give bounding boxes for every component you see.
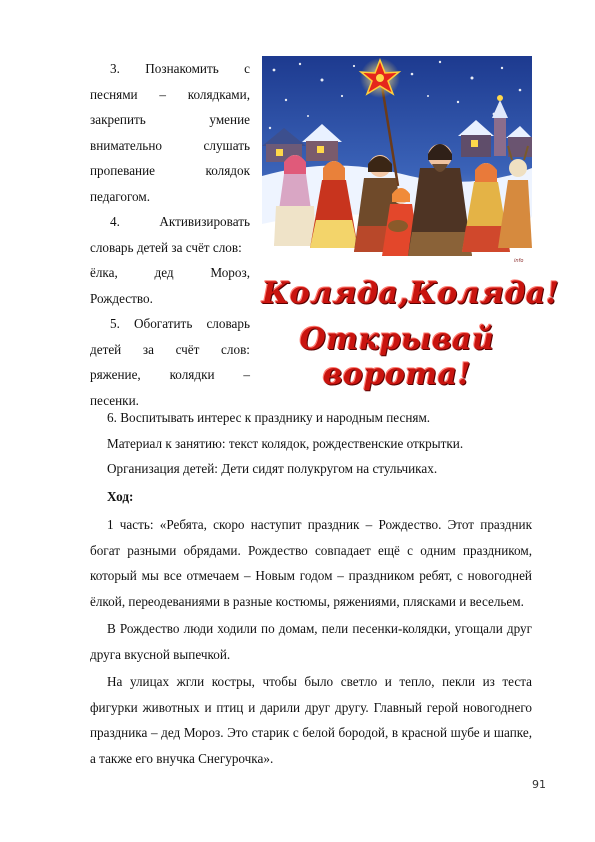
paragraph-2: В Рождество люди ходили по домам, пели песенки-колядки, угощали друг друга вкусной выпечкой. bbox=[90, 621, 532, 662]
text-line: Рождество. bbox=[90, 290, 153, 306]
carol-banner bbox=[262, 272, 560, 392]
goal-item-6: 6. Воспитывать интерес к празднику и народным песням. bbox=[107, 410, 431, 425]
text-line: песенки. bbox=[90, 392, 139, 408]
section-heading: Ход: bbox=[107, 488, 134, 504]
banner-line-1: Коляда,Коляда! bbox=[262, 276, 560, 311]
material-line: Материал к занятию: текст колядок, рождественские открытки. bbox=[107, 435, 464, 451]
text-line: педагогом. bbox=[90, 188, 151, 204]
artist-signature: info bbox=[514, 258, 524, 264]
text-line: 4. Активизировать bbox=[110, 214, 250, 229]
text-line: песнями – колядками, bbox=[90, 86, 250, 102]
goal-item-3 bbox=[90, 56, 250, 209]
carolers-illustration bbox=[262, 56, 532, 268]
text-line: 5. Обогатить словарь bbox=[110, 316, 250, 331]
paragraph-3: На улицах жгли костры, чтобы было светло и тепло, пекли из теста фигурки животных и птиц и дарили друг другу. Главный герой новогоднего праздника – дед Мороз. Это старик с белой бородой, в красной шубе и шапке, а также его внучка Снегурочка». bbox=[90, 674, 532, 766]
text-line: 3. Познакомить с bbox=[110, 61, 250, 76]
banner-line-2: Открывай ворота! bbox=[299, 322, 495, 392]
lesson-body bbox=[90, 405, 532, 771]
paragraph-1: 1 часть: «Ребята, скоро наступит праздник – Рождество. Этот праздник богат разными обрядами. Рождество совпадает ещё с одним праздником, который мы все отмечаем – Новым годом – праздником ребят, с новогодней ёлкой, переодеваниями в разные костюмы, ряжениями, плясками и весельем. bbox=[90, 517, 532, 609]
text-line: словарь детей за счёт слов: bbox=[90, 239, 242, 255]
organization-line: Организация детей: Дети сидят полукругом на стульчиках. bbox=[107, 461, 438, 476]
text-line: детей за счёт слов: bbox=[90, 341, 250, 357]
goal-item-5 bbox=[90, 311, 250, 413]
text-line: ёлка, дед Мороз, bbox=[90, 265, 250, 280]
page-number: 91 bbox=[532, 778, 546, 791]
goals-list-left-column bbox=[90, 56, 250, 413]
text-line: внимательно слушать bbox=[90, 137, 250, 153]
text-line: ряжение, колядки – bbox=[90, 367, 250, 382]
text-line: пропевание колядок bbox=[90, 163, 250, 178]
goal-item-4 bbox=[90, 209, 250, 311]
text-line: закрепить умение bbox=[90, 112, 250, 127]
